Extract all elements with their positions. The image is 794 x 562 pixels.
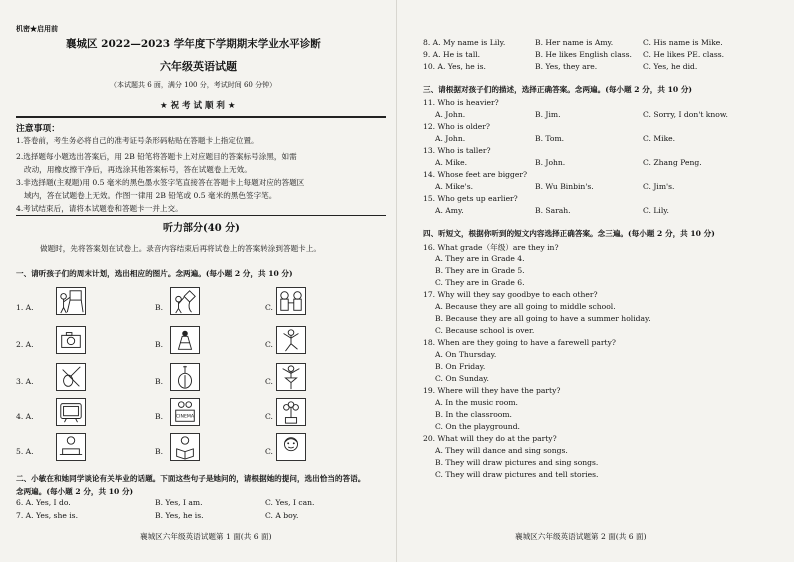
- q18-question: 18. When are they going to have a farewell party?: [423, 338, 616, 347]
- listening-header: 听力部分(40 分): [163, 223, 240, 234]
- pipa-picture[interactable]: [170, 363, 200, 391]
- divider-top: [16, 116, 386, 118]
- q3-label: 3. A.: [16, 377, 34, 386]
- q11-option-a[interactable]: A. John.: [435, 110, 466, 119]
- q7-option-b[interactable]: B. Yes, he is.: [155, 511, 204, 520]
- q9-option-c[interactable]: C. He likes PE. class.: [643, 50, 725, 59]
- q12-option-b[interactable]: B. Tom.: [535, 134, 565, 143]
- q1-label: 1. A.: [16, 303, 34, 312]
- friends-picture[interactable]: [276, 287, 306, 315]
- q18-option-c[interactable]: C. On Sunday.: [435, 374, 489, 383]
- cooking-picture[interactable]: [56, 433, 86, 461]
- q5-c-label: C.: [265, 447, 273, 456]
- exam-meta: （本试题共 6 面，满分 100 分，考试时间 60 分钟）: [110, 81, 277, 89]
- notice-line: 4.考试结束后，请将本试题卷和答题卡一并上交。: [16, 204, 183, 213]
- q16-option-a[interactable]: A. They are in Grade 4.: [435, 254, 525, 263]
- q15-option-c[interactable]: C. Lily.: [643, 206, 669, 215]
- q7-option-c[interactable]: C. A boy.: [265, 511, 299, 520]
- q11-option-b[interactable]: B. Jim.: [535, 110, 561, 119]
- flowers-picture[interactable]: [276, 398, 306, 426]
- section-1-title: 一、请听孩子们的周末计划，选出相应的图片。念两遍。(每小题 2 分，共 10 分): [16, 269, 293, 278]
- q12-option-a[interactable]: A. John.: [435, 134, 466, 143]
- notice-line: 2.选择题每小题选出答案后，用 2B 铅笔将答题卡上对应题目的答案标号涂黑，如需: [16, 152, 297, 161]
- q7-option-a[interactable]: 7. A. Yes, she is.: [16, 511, 78, 520]
- q20-question: 20. What will they do at the party?: [423, 434, 557, 443]
- q2-c-label: C.: [265, 340, 273, 349]
- q19-option-c[interactable]: C. On the playground.: [435, 422, 520, 431]
- q8-option-b[interactable]: B. Her name is Amy.: [535, 38, 614, 47]
- q17-question: 17. Why will they say goodbye to each other?: [423, 290, 598, 299]
- section-4-title: 四、听短文，根据你听到的短文内容选择正确答案。念三遍。(每小题 2 分，共 10 分): [423, 229, 715, 238]
- badminton-picture[interactable]: [170, 326, 200, 354]
- exam-subtitle: 六年级英语试题: [160, 60, 237, 73]
- q20-option-b[interactable]: B. They will draw pictures and sing songs.: [435, 458, 599, 467]
- q9-option-a[interactable]: 9. A. He is tall.: [423, 50, 481, 59]
- camera-picture[interactable]: [56, 326, 86, 354]
- q4-c-label: C.: [265, 412, 273, 421]
- dancing-picture[interactable]: [276, 326, 306, 354]
- girl-picture[interactable]: [276, 433, 306, 461]
- notice-line: 改动，用橡皮擦干净后，再选涂其他答案标号，答在试题卷上无效。: [24, 165, 252, 174]
- q5-b-label: B.: [155, 447, 163, 456]
- section-3-title: 三、请根据对孩子们的描述，选择正确答案。念两遍。(每小题 2 分，共 10 分): [423, 85, 693, 94]
- q8-option-a[interactable]: 8. A. My name is Lily.: [423, 38, 506, 47]
- divider-notice: [16, 215, 386, 216]
- q3-b-label: B.: [155, 377, 163, 386]
- q4-b-label: B.: [155, 412, 163, 421]
- listening-intro: 做题时，先将答案划在试卷上。录音内容结束后再将试卷上的答案转涂到答题卡上。: [40, 244, 321, 253]
- q16-option-c[interactable]: C. They are in Grade 6.: [435, 278, 525, 287]
- page-footer: 襄城区六年级英语试题第 2 面(共 6 面): [515, 532, 647, 541]
- section-2-title: 二、小敏在和她同学谈论有关毕业的话题。下面这些句子是她问的，请根据她的提问，选出恰当的答语。: [16, 474, 366, 483]
- q8-option-c[interactable]: C. His name is Mike.: [643, 38, 723, 47]
- q11-option-c[interactable]: C. Sorry, I don't know.: [643, 110, 728, 119]
- good-luck-banner: ★ 祝 考 试 顺 利 ★: [160, 101, 236, 111]
- q20-option-a[interactable]: A. They will dance and sing songs.: [435, 446, 568, 455]
- exam-title: 襄城区 2022—2023 学年度下学期期末学业水平诊断: [66, 38, 321, 50]
- exam-page-2: [397, 0, 794, 562]
- q6-option-a[interactable]: 6. A. Yes, I do.: [16, 498, 71, 507]
- q13-option-a[interactable]: A. Mike.: [435, 158, 468, 167]
- confidential-mark: 机密★启用前: [16, 24, 58, 33]
- q2-label: 2. A.: [16, 340, 34, 349]
- section-2-title-cont: 念两遍。(每小题 2 分，共 10 分): [16, 487, 134, 496]
- page-footer: 襄城区六年级英语试题第 1 面(共 6 面): [140, 532, 272, 541]
- q12-option-c[interactable]: C. Mike.: [643, 134, 676, 143]
- notice-line: 1.答卷前，考生务必将自己的准考证号条形码粘贴在答题卡上指定位置。: [16, 136, 259, 145]
- reading-picture[interactable]: [170, 433, 200, 461]
- q14-option-b[interactable]: B. Wu Binbin's.: [535, 182, 594, 191]
- q6-option-b[interactable]: B. Yes, I am.: [155, 498, 203, 507]
- q15-option-b[interactable]: B. Sarah.: [535, 206, 571, 215]
- q2-b-label: B.: [155, 340, 163, 349]
- q13-option-c[interactable]: C. Zhang Peng.: [643, 158, 702, 167]
- q14-question: 14. Whose feet are bigger?: [423, 170, 528, 179]
- q17-option-c[interactable]: C. Because school is over.: [435, 326, 535, 335]
- notice-title: 注意事项：: [16, 124, 60, 134]
- q10-option-a[interactable]: 10. A. Yes, he is.: [423, 62, 486, 71]
- q16-question: 16. What grade（年级）are they in?: [423, 243, 559, 252]
- tv-picture[interactable]: [56, 398, 86, 426]
- q13-question: 13. Who is taller?: [423, 146, 491, 155]
- q15-option-a[interactable]: A. Amy.: [435, 206, 464, 215]
- q15-question: 15. Who gets up earlier?: [423, 194, 518, 203]
- q6-option-c[interactable]: C. Yes, I can.: [265, 498, 315, 507]
- q10-option-b[interactable]: B. Yes, they are.: [535, 62, 598, 71]
- q5-label: 5. A.: [16, 447, 34, 456]
- q18-option-a[interactable]: A. On Thursday.: [435, 350, 497, 359]
- q18-option-b[interactable]: B. On Friday.: [435, 362, 486, 371]
- q13-option-b[interactable]: B. John.: [535, 158, 566, 167]
- q11-question: 11. Who is heavier?: [423, 98, 499, 107]
- violin-picture[interactable]: [56, 363, 86, 391]
- painting-picture[interactable]: [56, 287, 86, 315]
- q17-option-b[interactable]: B. Because they are all going to have a summer holiday.: [435, 314, 651, 323]
- q19-question: 19. Where will they have the party?: [423, 386, 561, 395]
- kite-picture[interactable]: [170, 287, 200, 315]
- notice-line: 域内，答在试题卷上无效。作图一律用 2B 铅笔或 0.5 毫米的黑色签字笔。: [24, 191, 277, 200]
- q14-option-c[interactable]: C. Jim's.: [643, 182, 675, 191]
- q17-option-a[interactable]: A. Because they are all going to middle school.: [435, 302, 616, 311]
- cinema-picture[interactable]: [170, 398, 200, 426]
- q1-c-label: C.: [265, 303, 273, 312]
- q14-option-a[interactable]: A. Mike's.: [435, 182, 474, 191]
- q10-option-c[interactable]: C. Yes, he did.: [643, 62, 698, 71]
- cinema-sign-text: CINEMA: [175, 414, 195, 420]
- q9-option-b[interactable]: B. He likes English class.: [535, 50, 632, 59]
- q19-option-b[interactable]: B. In the classroom.: [435, 410, 512, 419]
- ballet-picture[interactable]: [276, 363, 306, 391]
- q16-option-b[interactable]: B. They are in Grade 5.: [435, 266, 525, 275]
- q20-option-c[interactable]: C. They will draw pictures and tell stories.: [435, 470, 599, 479]
- notice-line: 3.非选择题(主观题)用 0.5 毫米的黑色墨水签字笔直接答在答题卡上每题对应的答题区: [16, 178, 305, 187]
- q3-c-label: C.: [265, 377, 273, 386]
- q4-label: 4. A.: [16, 412, 34, 421]
- q19-option-a[interactable]: A. In the music room.: [435, 398, 518, 407]
- q1-b-label: B.: [155, 303, 163, 312]
- q12-question: 12. Who is older?: [423, 122, 490, 131]
